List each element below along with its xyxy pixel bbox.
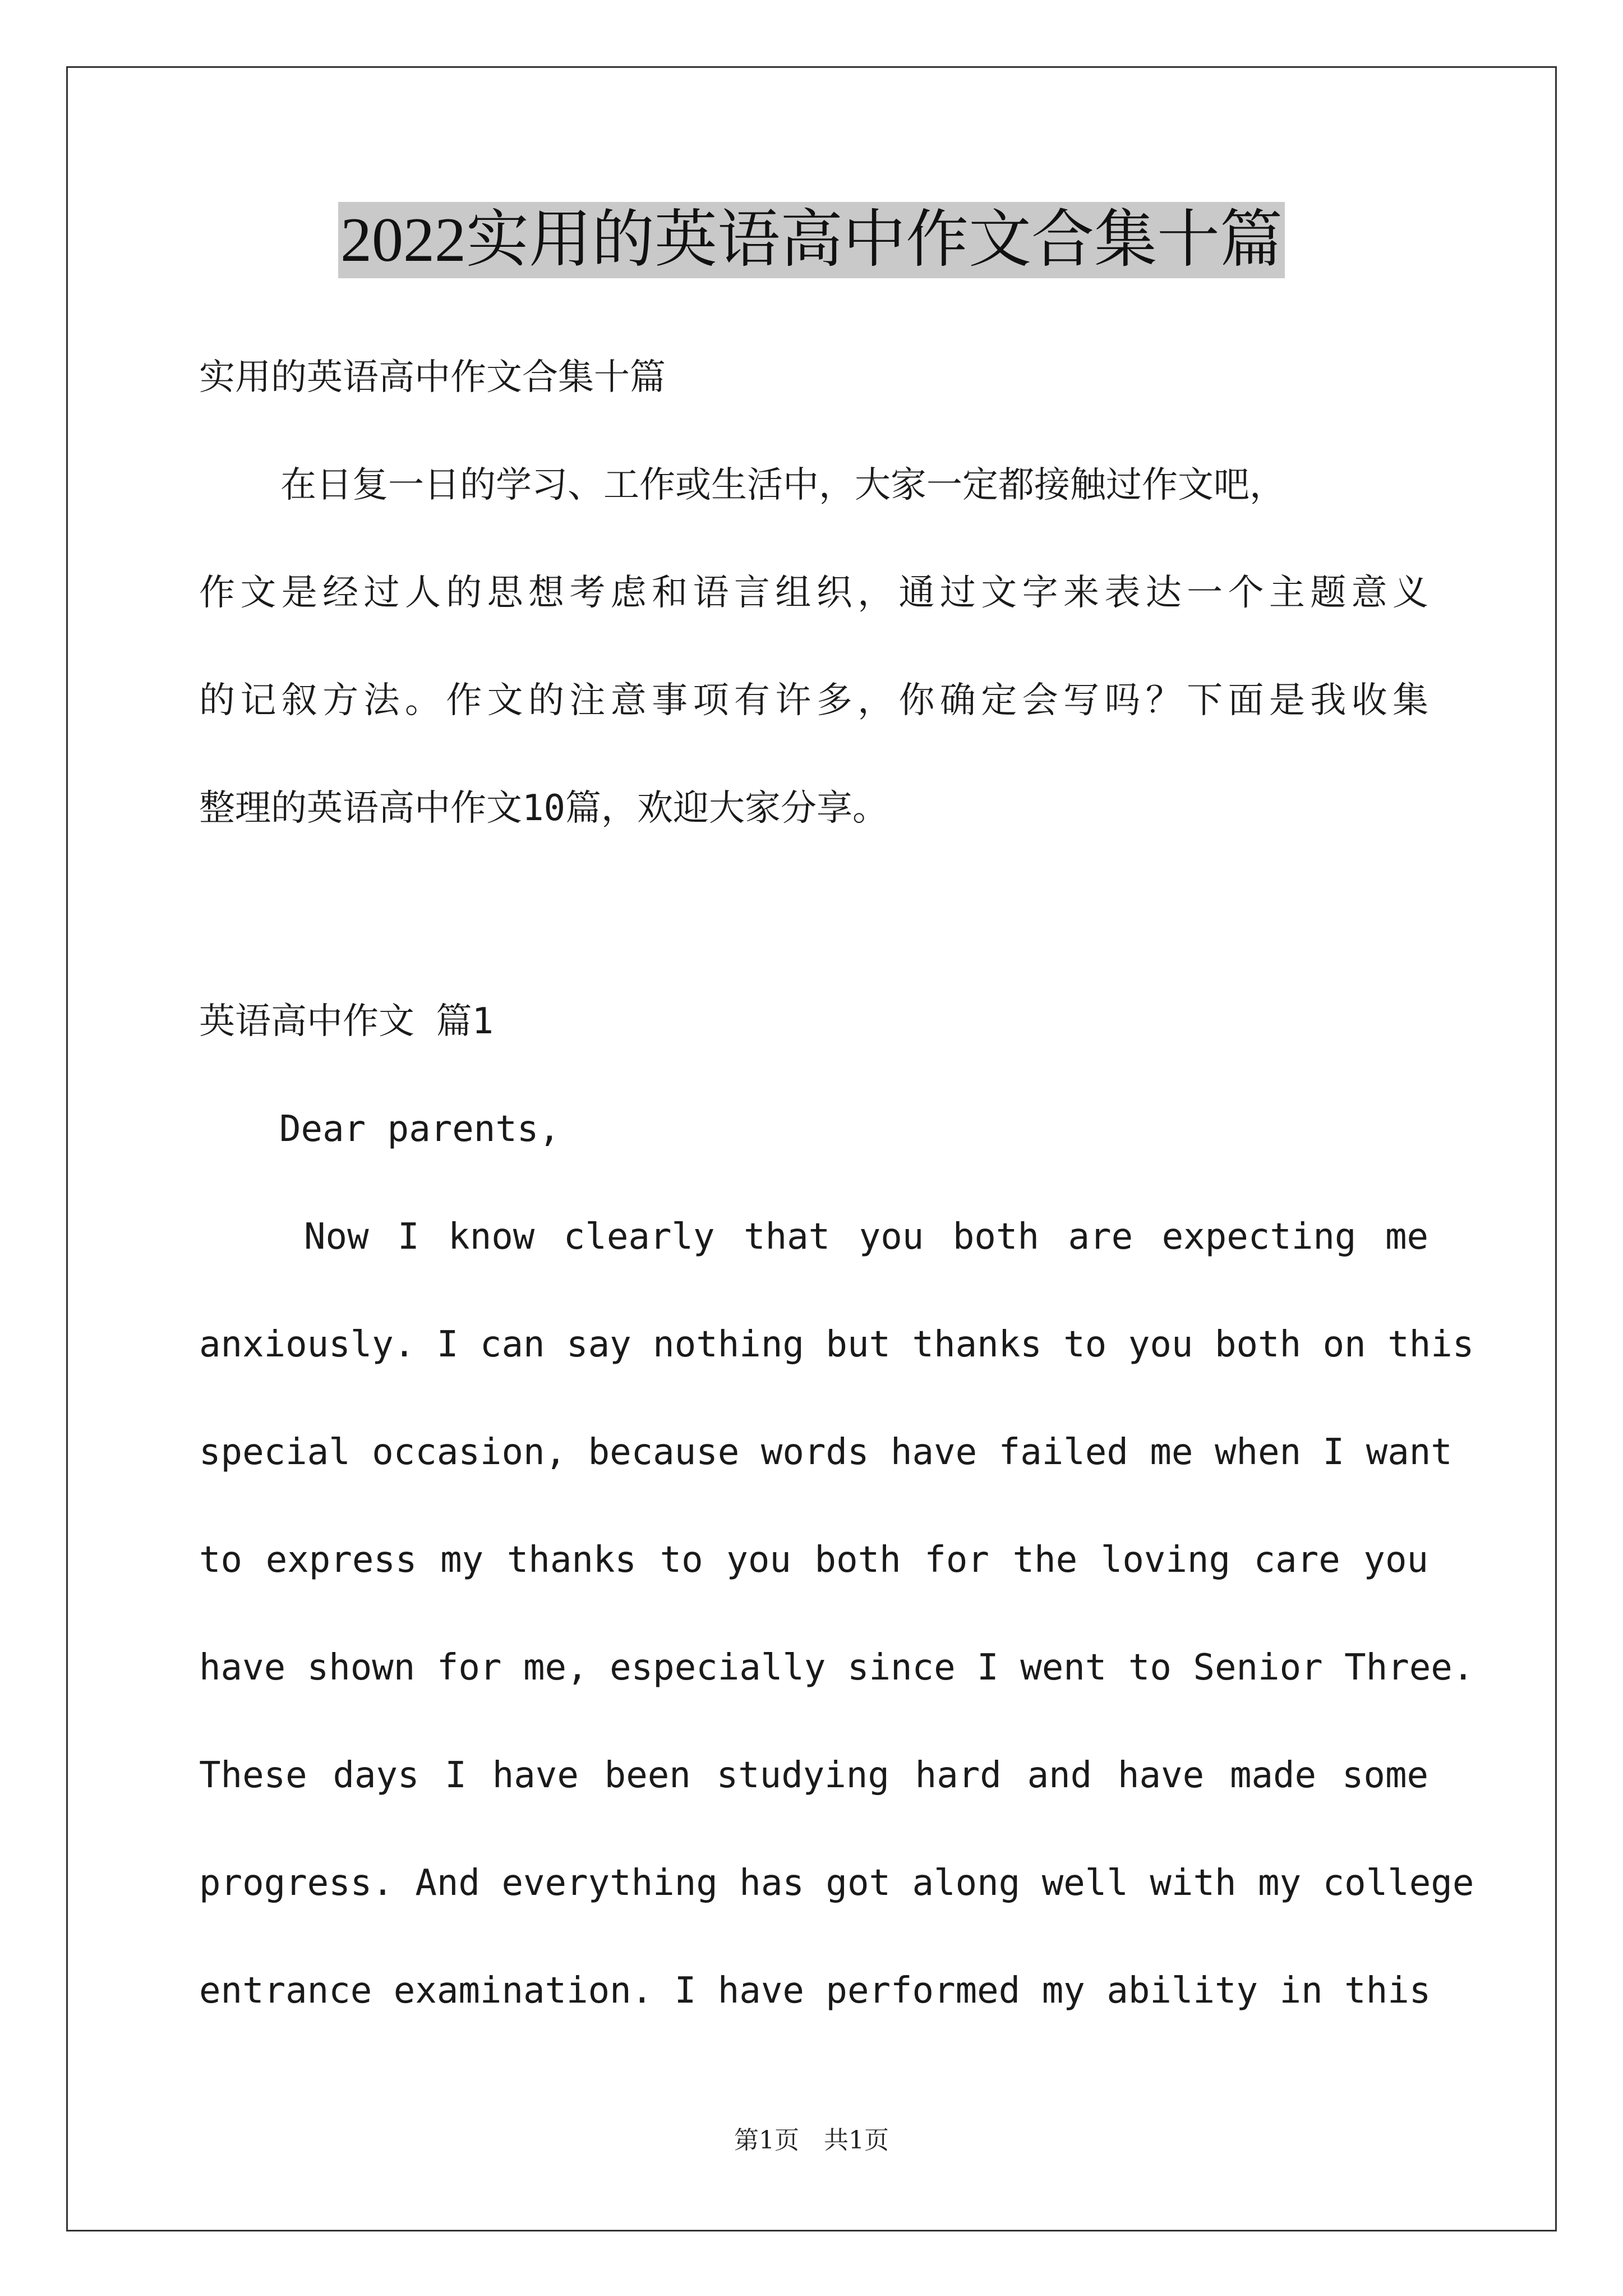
intro-line: 整理的英语高中作文10篇，欢迎大家分享。 [199,788,889,829]
salutation: Dear parents, [279,1108,560,1150]
document-subtitle: 实用的英语高中作文合集十篇 [199,357,666,398]
intro-line: 的记叙方法。作文的注意事项有许多，你确定会写吗？下面是我收集 [199,680,1428,721]
body-line: Now I know clearly that you both are expecting me [304,1216,1428,1258]
body-line: special occasion, because words have failed me when I want [199,1432,1453,1473]
intro-line: 作文是经过人的思想考虑和语言组织，通过文字来表达一个主题意义 [199,572,1428,614]
section-heading: 英语高中作文 篇1 [199,1001,494,1042]
intro-line: 在日复一日的学习、工作或生活中，大家一定都接触过作文吧， [280,464,1285,506]
body-line: have shown for me, especially since I went to Senior Three. [199,1647,1474,1688]
page-footer: 第1页 共1页 [734,2126,889,2155]
body-line: progress. And everything has got along well with my college [199,1862,1474,1904]
body-line: to express my thanks to you both for the loving care you [199,1539,1428,1581]
body-line: These days I have been studying hard and have made some [199,1755,1428,1796]
body-line: anxiously. I can say nothing but thanks to you both on this [199,1324,1474,1365]
document-title: 2022实用的英语高中作文合集十篇 [338,202,1285,278]
body-line: entrance examination. I have performed my ability in this [199,1970,1431,2012]
title-container [0,202,1623,278]
